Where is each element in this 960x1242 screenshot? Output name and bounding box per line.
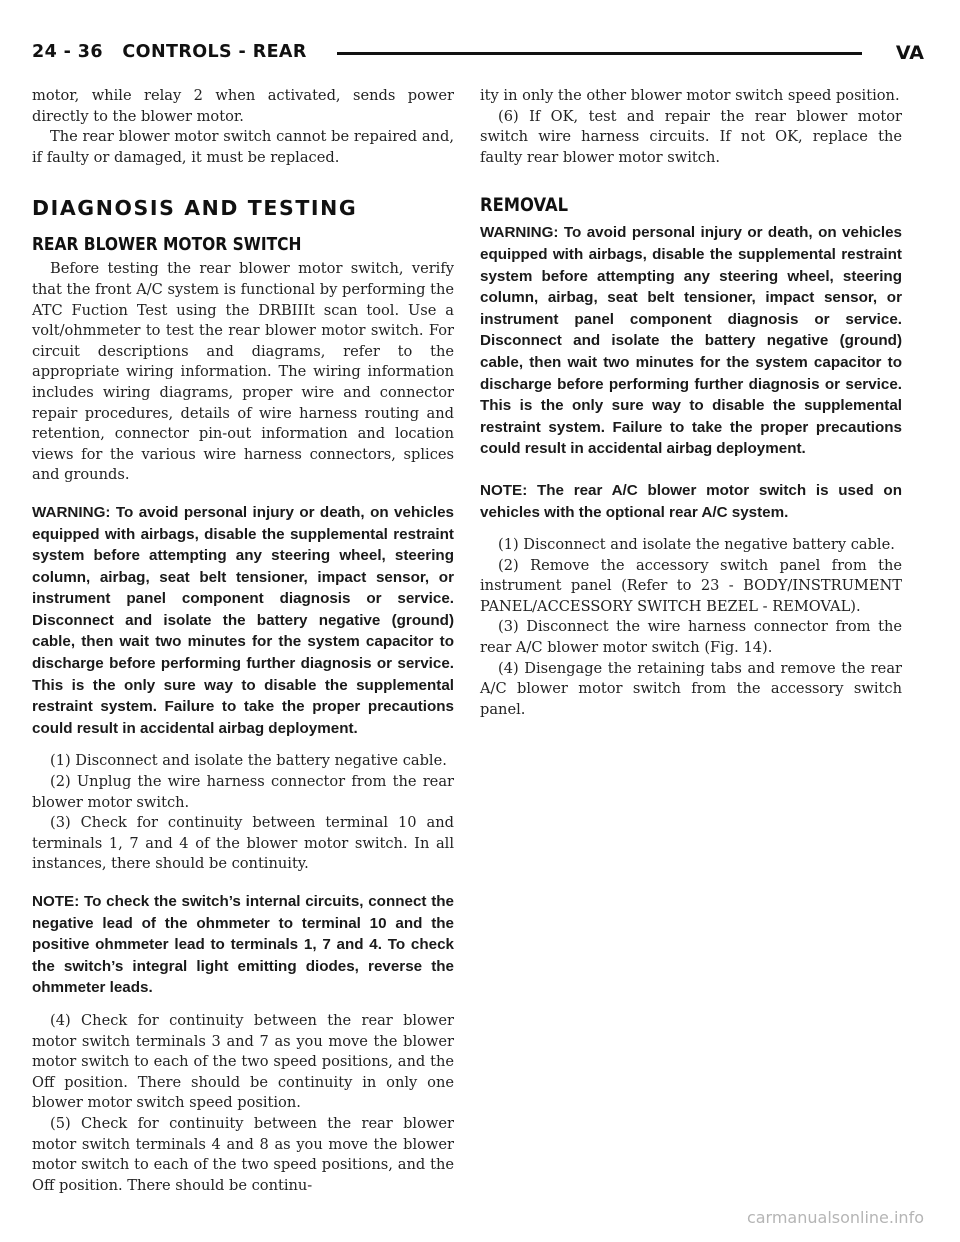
removal-step: (1) Disconnect and isolate the negative battery cable. <box>498 536 895 554</box>
test-step: (4) Check for continuity between the rear blower motor switch terminals 3 and 7 as you move the blower motor switch to each of the two speed positions, and the Off position. There should be continuity in only one blower motor switch speed position. <box>32 1011 454 1112</box>
page-number-and-section: 24 - 36 CONTROLS - REAR <box>32 42 307 62</box>
page-header <box>32 38 924 68</box>
removal-step: (3) Disconnect the wire harness connector from the rear A/C blower motor switch (Fig. 14). <box>480 618 902 657</box>
continued-paragraph: ity in only the other blower motor switch speed position. <box>480 87 900 104</box>
vehicle-code: VA <box>895 42 924 64</box>
intro-paragraph: motor, while relay 2 when activated, sends power directly to the blower motor. <box>32 87 454 125</box>
section-heading-diagnosis: DIAGNOSIS AND TESTING <box>32 196 358 221</box>
removal-step: (2) Remove the accessory switch panel from the instrument panel (Refer to 23 - BODY/INSTRUMENT PANEL/ACCESSORY SWITCH BEZEL - REMOVAL). <box>480 556 902 615</box>
test-step: (5) Check for continuity between the rear blower motor switch terminals 4 and 8 as you move the blower motor switch to each of the two speed positions, and the Off position. There should be continu- <box>32 1114 454 1194</box>
test-step: (3) Check for continuity between terminal 10 and terminals 1, 7 and 4 of the blower motor switch. In all instances, there should be continuity. <box>32 814 454 873</box>
subheading-rear-blower-motor-switch: REAR BLOWER MOTOR SWITCH <box>32 234 302 256</box>
test-step: (6) If OK, test and repair the rear blower motor switch wire harness circuits. If not OK, replace the faulty rear blower motor switch. <box>480 107 902 166</box>
right-column <box>480 86 902 720</box>
test-steps-list <box>32 1011 454 1196</box>
note-rear-ac: NOTE: The rear A/C blower motor switch is used on vehicles with the optional rear A/C system. <box>480 481 902 521</box>
removal-step: (4) Disengage the retaining tabs and remove the rear A/C blower motor switch from the accessory switch panel. <box>480 659 902 718</box>
header-rule <box>337 52 862 55</box>
warning-airbag: WARNING: To avoid personal injury or death, on vehicles equipped with airbags, disable the supplemental restraint system before attempting any steering wheel, steering column, airbag, seat belt tensioner, impact sensor, or instrument panel component diagnosis or service. Disconnect and isolate the battery negative (ground) cable, then wait two minutes for the system capacitor to discharge before performing further diagnosis or service. This is the only sure way to disable the supplemental restraint system. Failure to take the proper precautions could result in accidental airbag deployment. <box>480 224 902 458</box>
watermark: carmanualsonline.info <box>746 1208 924 1227</box>
test-steps-list <box>32 751 454 875</box>
test-step: (2) Unplug the wire harness connector from the rear blower motor switch. <box>32 773 454 811</box>
intro-paragraph: The rear blower motor switch cannot be repaired and, if faulty or damaged, it must be replaced. <box>32 128 454 166</box>
section-heading-removal: REMOVAL <box>480 194 569 217</box>
note-switch-circuits: NOTE: To check the switch’s internal circuits, connect the negative lead of the ohmmeter to terminal 10 and the positive ohmmeter lead to terminals 1, 7 and 4. To check the switch’s integral light emitting diodes, reverse the ohmmeter leads. <box>32 893 454 997</box>
left-column <box>32 86 454 1196</box>
test-step: (1) Disconnect and isolate the battery negative cable. <box>50 752 447 770</box>
warning-airbag: WARNING: To avoid personal injury or death, on vehicles equipped with airbags, disable the supplemental restraint system before attempting any steering wheel, steering column, airbag, seat belt tensioner, impact sensor, or instrument panel component diagnosis or service. Disconnect and isolate the battery negative (ground) cable, then wait two minutes for the system capacitor to discharge before performing further diagnosis or service. This is the only sure way to disable the supplemental restraint system. Failure to take the proper precautions could result in accidental airbag deployment. <box>32 503 454 737</box>
testing-paragraph: Before testing the rear blower motor switch, verify that the front A/C system is functional by performing the ATC Fuction Test using the DRBIIIt scan tool. Use a volt/ohmmeter to test the rear blower motor switch. For circuit descriptions and diagrams, refer to the appropriate wiring information. The wiring information includes wiring diagrams, proper wire and connector repair procedures, details of wire harness routing and retention, connector pin-out information and location views for the various wire harness connectors, splices and grounds. <box>32 260 454 484</box>
removal-steps-list <box>480 535 902 720</box>
